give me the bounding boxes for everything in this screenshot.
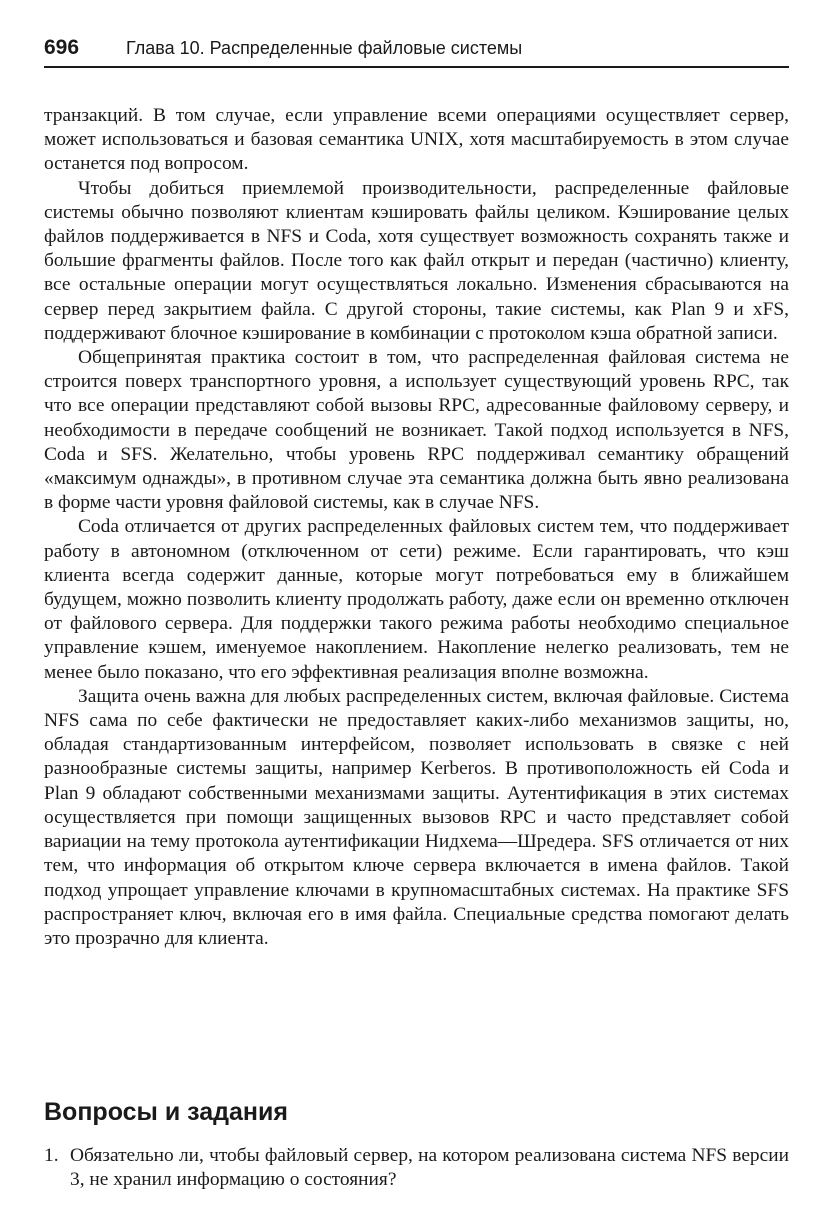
question-number: 1. [44, 1145, 59, 1166]
running-header [44, 36, 789, 68]
page-number: 696 [44, 36, 80, 59]
running-title: Глава 10. Распределенные файловые системы [126, 38, 523, 58]
body-text [44, 104, 789, 951]
questions-list [44, 1144, 789, 1192]
section-heading: Вопросы и задания [44, 1098, 288, 1126]
paragraph-5: Защита очень важна для любых распределенных систем, включая файловые. Система NFS сама по себе фактически не предоставляет каких-либо механизмов защиты, но, обладая стандартизованным интерфейсом, позволяет использовать в связке с ней разнообразные системы защиты, например Kerberos. В противоположность ей Coda и Plan 9 обладают собственными механизмами защиты. Аутентификация в этих системах осуществляется при помощи защищенных вызовов RPC и часто представляет собой вариации на тему протокола аутентификации Нидхема—Шредера. SFS отличается от них тем, что информация об открытом ключе сервера включается в имена файлов. Такой подход упрощает управление ключами в крупномасштабных системах. На практике SFS распространяет ключ, включая его в имя файла. Специальные средства помогают делать это прозрачно для клиента. [44, 685, 789, 949]
paragraph-4: Coda отличается от других распределенных файловых систем тем, что поддерживает работу в автономном (отключенном от сети) режиме. Если гарантировать, что кэш клиента всегда содержит данные, которые могут потребоваться ему в ближайшем будущем, можно позволить клиенту продолжать работу, даже если он временно отключен от файлового сервера. Для поддержки такого режима работы необходимо специальное управление кэшем, именуемое накоплением. Накопление нелегко реализовать, тем не менее было показано, что его эффективная реализация вполне возможна. [44, 516, 789, 683]
paragraph-2: Чтобы добиться приемлемой производительности, распределенные файловые системы обычно позволяют клиентам кэшировать файлы целиком. Кэширование целых файлов поддерживается в NFS и Coda, хотя существует возможность сохранять также и большие фрагменты файлов. После того как файл открыт и передан (частично) клиенту, все остальные операции могут осуществляться локально. Изменения сбрасываются на сервер перед закрытием файла. С другой стороны, такие системы, как Plan 9 и xFS, поддерживают блочное кэширование в комбинации с протоколом кэша обратной записи. [44, 177, 789, 344]
paragraph-1: транзакций. В том случае, если управление всеми операциями осуществляет сервер, может использоваться и базовая семантика UNIX, хотя масштабируемость в этом случае останется под вопросом. [44, 105, 789, 175]
paragraph-3: Общепринятая практика состоит в том, что распределенная файловая система не строится поверх транспортного уровня, а использует существующий уровень RPC, так что все операции представляют собой вызовы RPC, адресованные файловому серверу, и необходимости в передаче сообщений не возникает. Такой подход используется в NFS, Coda и SFS. Желательно, чтобы уровень RPC поддерживал семантику обращений «максимум однажды», в противном случае эта семантика должна быть явно реализована в форме части уровня файловой системы, как в случае NFS. [44, 347, 789, 514]
question-item [44, 1144, 789, 1192]
question-text: Обязательно ли, чтобы файловый сервер, на котором реализована система NFS версии 3, не хранил информацию о состояния? [70, 1145, 789, 1191]
